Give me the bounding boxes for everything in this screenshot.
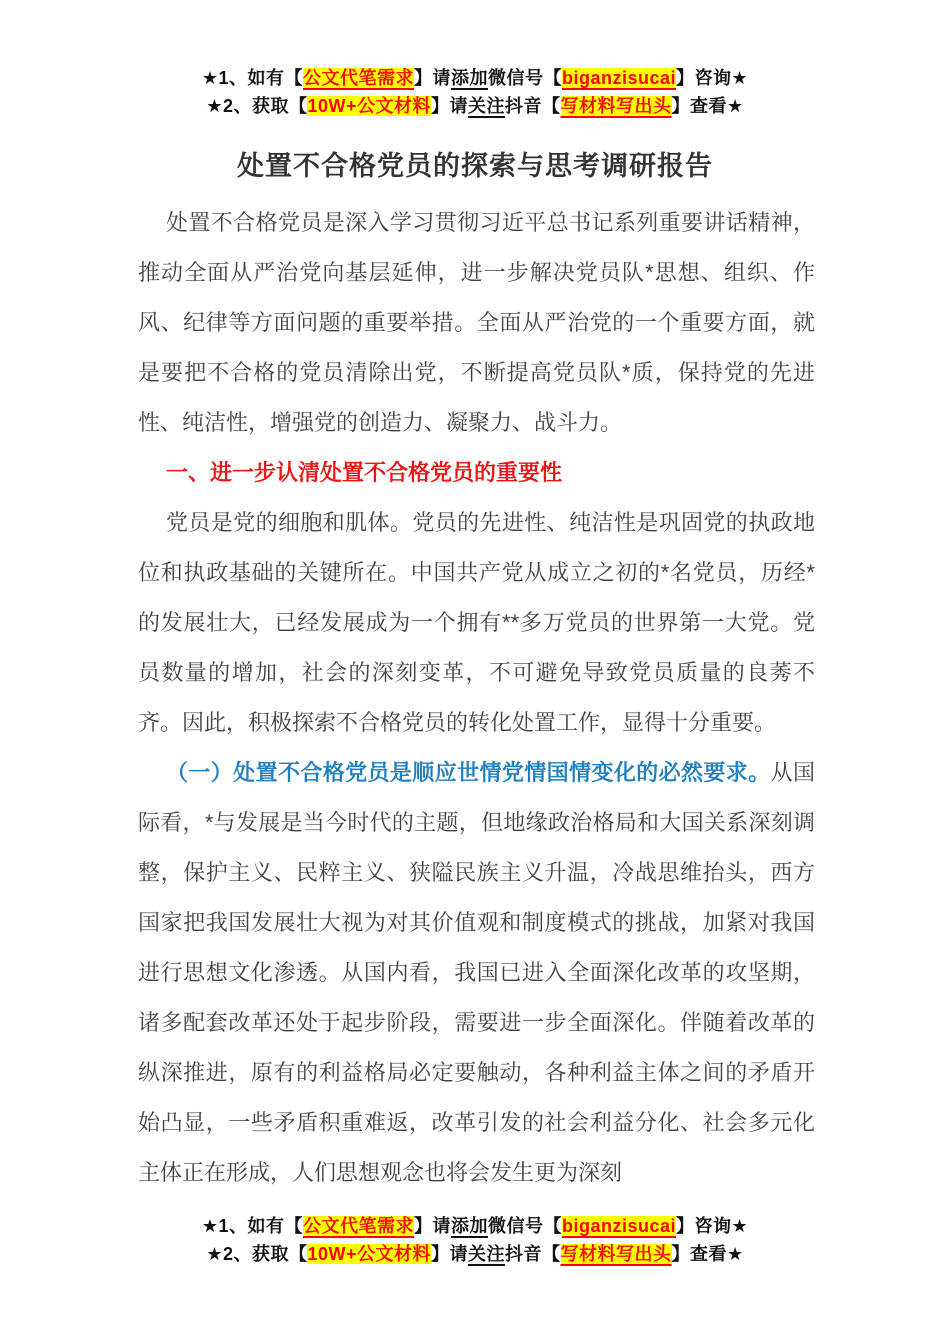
paragraph-section-1: 党员是党的细胞和肌体。党员的先进性、纯洁性是巩固党的执政地位和执政基础的关键所在。中国共产党从成立之初的*名党员，历经*的发展壮大，已经发展成为一个拥有**多万党员的世界第一大党。党员数量的增加，社会的深刻变革，不可避免导致党员质量的良莠不齐。因此，积极探索不合格党员的转化处置工作，显得十分重要。 [138,510,815,735]
highlighted-phrase-writing-service: 公文代笔需求 [302,1216,414,1236]
banner-text: ★1、如有【 [201,68,303,88]
highlighted-phrase-writing-service: 公文代笔需求 [302,68,414,88]
highlighted-wechat-id: biganzisucai [561,68,677,88]
subsection-body-text: 从国际看，*与发展是当今时代的主题，但地缘政治格局和大国关系深刻调整，保护主义、民粹主义、狭隘民族主义升温，冷战思维抬头，西方国家把我国发展壮大视为对其价值观和制度模式的挑战，加紧对我国进行思想文化渗透。从国内看，我国已进入全面深化改革的攻坚期，诸多配套改革还处于起步阶段，需要进一步全面深化。伴随着改革的纵深推进，原有的利益格局必定要触动，各种利益主体之间的矛盾开始凸显，一些矛盾积重难返，改革引发的社会利益分化、社会多元化主体正在形成，人们思想观念也将会发生更为深刻 [138,760,815,1185]
banner-bottom-line-1 [0,1212,950,1240]
underlined-word-follow: 关注 [468,1244,506,1264]
banner-text: 微信号【 [487,68,562,88]
highlighted-wechat-id: biganzisucai [561,1216,677,1236]
banner-text: ★1、如有【 [201,1216,303,1236]
underlined-word-add: 添加 [450,1216,488,1236]
banner-text: 】请 [413,1216,451,1236]
banner-text: ★2、获取【 [206,96,308,116]
banner-text: 】请 [431,1244,469,1264]
highlighted-douyin-id: 写材料写出头 [560,1244,672,1264]
underlined-word-add: 添加 [450,68,488,88]
banner-text: 】查看★ [671,96,744,116]
highlighted-douyin-id: 写材料写出头 [560,96,672,116]
highlighted-phrase-materials: 10W+公文材料 [307,1244,432,1264]
banner-text: 微信号【 [487,1216,562,1236]
section-heading-1: 一、进一步认清处置不合格党员的重要性 [166,460,563,485]
banner-top-line-1 [0,64,950,92]
banner-bottom-line-2 [0,1240,950,1268]
highlighted-phrase-materials: 10W+公文材料 [307,96,432,116]
banner-text: 】请 [431,96,469,116]
paragraph-subsection-1 [138,748,815,1198]
promo-banner-bottom [0,1212,950,1268]
banner-text: 抖音【 [505,96,561,116]
banner-top-line-2 [0,92,950,120]
banner-text: 】查看★ [671,1244,744,1264]
banner-text: 抖音【 [505,1244,561,1264]
paragraph-intro: 处置不合格党员是深入学习贯彻习近平总书记系列重要讲话精神，推动全面从严治党向基层延伸，进一步解决党员队*思想、组织、作风、纪律等方面问题的重要举措。全面从严治党的一个重要方面，就是要把不合格的党员清除出党，不断提高党员队*质，保持党的先进性、纯洁性，增强党的创造力、凝聚力、战斗力。 [138,210,815,435]
document-title: 处置不合格党员的探索与思考调研报告 [237,151,713,181]
underlined-word-follow: 关注 [468,96,506,116]
promo-banner-top [0,0,950,120]
banner-text: 】咨询★ [676,68,749,88]
banner-text: 】请 [413,68,451,88]
banner-text: ★2、获取【 [206,1244,308,1264]
subsection-lead-blue: （一）处置不合格党员是顺应世情党情国情变化的必然要求。 [166,760,771,785]
document-body [138,198,815,1198]
banner-text: 】咨询★ [676,1216,749,1236]
